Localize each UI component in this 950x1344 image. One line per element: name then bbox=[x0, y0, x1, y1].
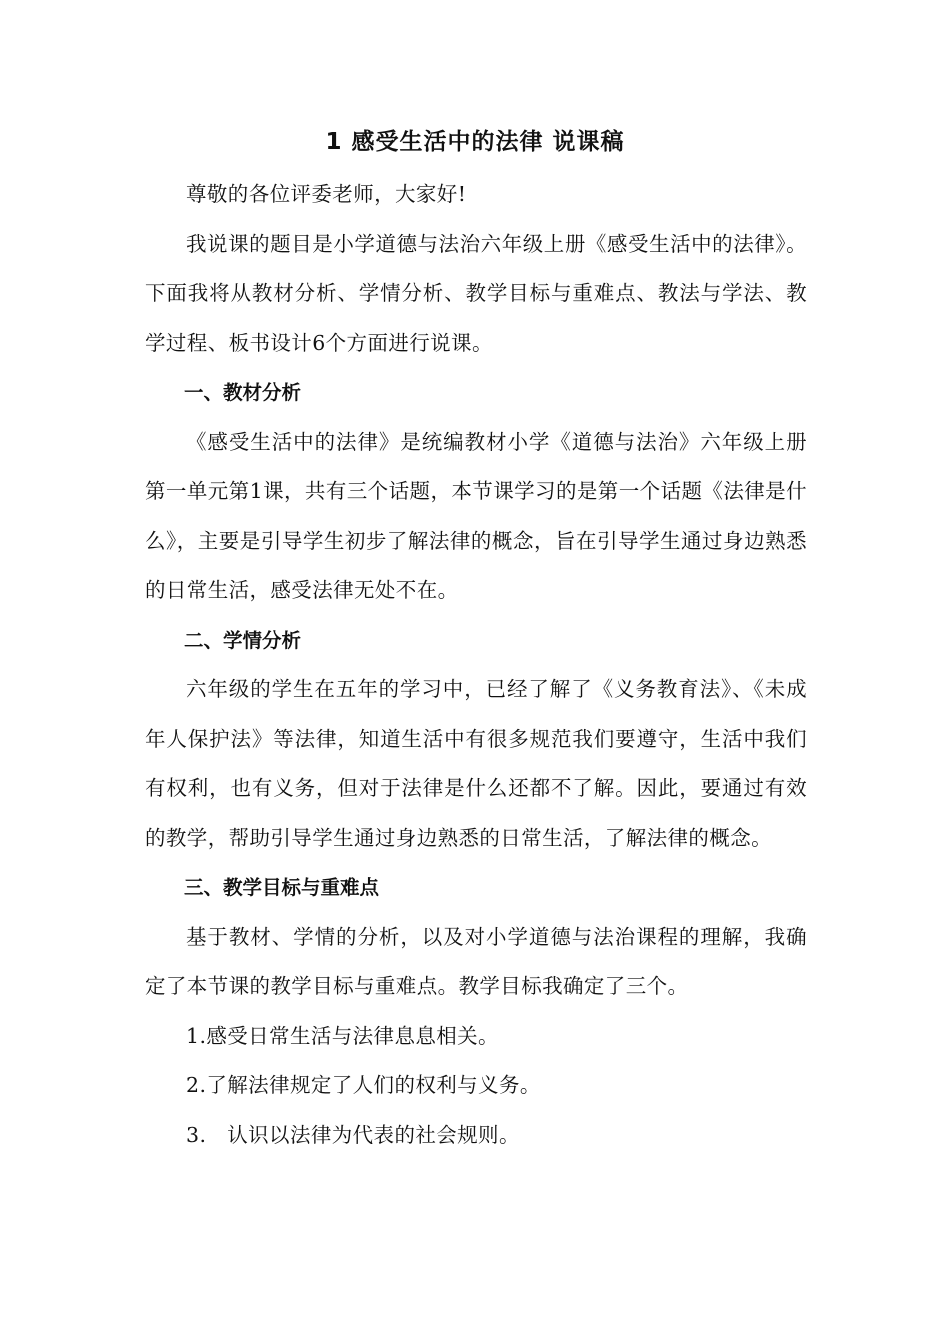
section-paragraph-textbook-analysis: 《感受生活中的法律》是统编教材小学《道德与法治》六年级上册第一单元第1课，共有三个话题，本节课学习的是第一个话题《法律是什么》，主要是引导学生初步了解法律的概念，旨在引导学生通过身边熟悉的日常生活，感受法律无处不在。 bbox=[145, 429, 807, 602]
document-body bbox=[145, 170, 807, 1160]
section-paragraph-student-analysis: 六年级的学生在五年的学习中，已经了解了《义务教育法》、《未成年人保护法》等法律，知道生活中有很多规范我们要遵守，生活中我们有权利，也有义务，但对于法律是什么还都不了解。因此，要通过有效的教学，帮助引导学生通过身边熟悉的日常生活，了解法律的概念。 bbox=[145, 677, 807, 850]
document-title: 1 感受生活中的法律 说课稿 bbox=[325, 129, 625, 155]
goal-item-2: 2.了解法律规定了人们的权利与义务。 bbox=[186, 1073, 541, 1097]
greeting-paragraph: 尊敬的各位评委老师，大家好! bbox=[186, 182, 467, 206]
section-heading-textbook-analysis: 一、教材分析 bbox=[184, 381, 302, 404]
goal-item-1: 1.感受日常生活与法律息息相关。 bbox=[186, 1023, 499, 1048]
goal-item-3: 3. 认识以法律为代表的社会规则。 bbox=[186, 1122, 520, 1147]
section-heading-teaching-goals: 三、教学目标与重难点 bbox=[184, 876, 380, 899]
section-paragraph-teaching-goals: 基于教材、学情的分析，以及对小学道德与法治课程的理解，我确定了本节课的教学目标与重难点。教学目标我确定了三个。 bbox=[145, 924, 807, 998]
intro-paragraph: 我说课的题目是小学道德与法治六年级上册《感受生活中的法律》。下面我将从教材分析、学情分析、教学目标与重难点、教法与学法、教学过程、板书设计6个方面进行说课。 bbox=[145, 231, 807, 355]
section-heading-student-analysis: 二、学情分析 bbox=[184, 628, 302, 652]
